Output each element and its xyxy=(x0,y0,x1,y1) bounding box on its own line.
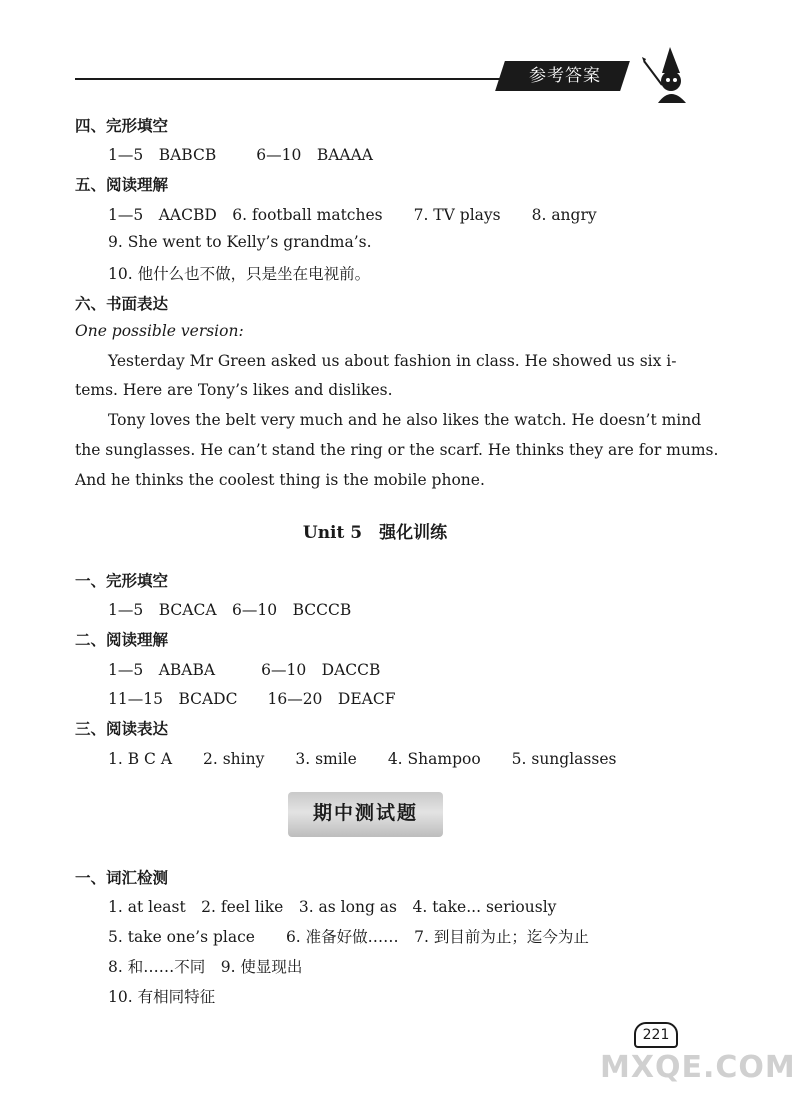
answer-group: 6—10 BAAAA xyxy=(256,146,373,164)
section-heading-writing: 六、书面表达 xyxy=(75,295,169,313)
essay-line: Tony loves the belt very much and he also likes the watch. He doesn’t mind xyxy=(108,411,702,429)
answer-line: 10. 他什么也不做，只是坐在电视前。 xyxy=(108,265,371,283)
answer-line xyxy=(108,687,395,709)
answer-line: 1. B C A 2. shiny 3. smile 4. Shampoo 5. sunglasses xyxy=(108,750,617,768)
section-heading-reading: 二、阅读理解 xyxy=(75,631,169,649)
answer-line: 1—5 AACBD 6. football matches 7. TV plays 8. angry xyxy=(108,206,597,224)
answer-line: 9. She went to Kelly’s grandma’s. xyxy=(108,233,372,251)
wizard-mascot-icon xyxy=(640,45,702,105)
answer-group: 11—15 BCADC xyxy=(108,690,238,708)
unit-title: Unit 5 强化训练 xyxy=(302,523,448,543)
page-number: 221 xyxy=(634,1022,678,1048)
section-heading-cloze: 一、完形填空 xyxy=(75,572,169,590)
sample-intro: One possible version: xyxy=(75,322,244,340)
answer-group: 6—10 DACCB xyxy=(261,661,381,679)
section-heading-vocab: 一、词汇检测 xyxy=(75,869,169,887)
answer-group: 1—5 ABABA xyxy=(108,661,216,679)
answer-line: 10. 有相同特征 xyxy=(108,988,216,1006)
answer-line: 8. 和……不同 9. 使显现出 xyxy=(108,958,303,976)
answer-line: 5. take one’s place 6. 准备好做…… 7. 到目前为止；迄今为止 xyxy=(108,928,589,946)
essay-line: the sunglasses. He can’t stand the ring or the scarf. He thinks they are for mums. xyxy=(75,441,719,459)
answer-group: 1—5 BABCB xyxy=(108,146,217,164)
answer-line: 1—5 BCACA 6—10 BCCCB xyxy=(108,601,352,619)
answer-line: 1. at least 2. feel like 3. as long as 4. take... seriously xyxy=(108,898,557,916)
essay-line: And he thinks the coolest thing is the mobile phone. xyxy=(75,471,485,489)
header-rule xyxy=(75,78,505,80)
essay-line: Yesterday Mr Green asked us about fashion in class. He showed us six i- xyxy=(108,352,677,370)
section-heading-reading: 五、阅读理解 xyxy=(75,176,169,194)
section-heading-cloze: 四、完形填空 xyxy=(75,117,169,135)
watermark: MXQE.COM xyxy=(600,1050,796,1085)
essay-line: tems. Here are Tony’s likes and dislikes. xyxy=(75,381,393,399)
answer-line xyxy=(108,143,373,165)
answer-line xyxy=(108,658,380,680)
answer-group: 16—20 DEACF xyxy=(267,690,396,708)
header-title: 参考答案 xyxy=(529,66,601,86)
section-heading-expression: 三、阅读表达 xyxy=(75,720,169,738)
midterm-title: 期中测试题 xyxy=(312,802,418,824)
